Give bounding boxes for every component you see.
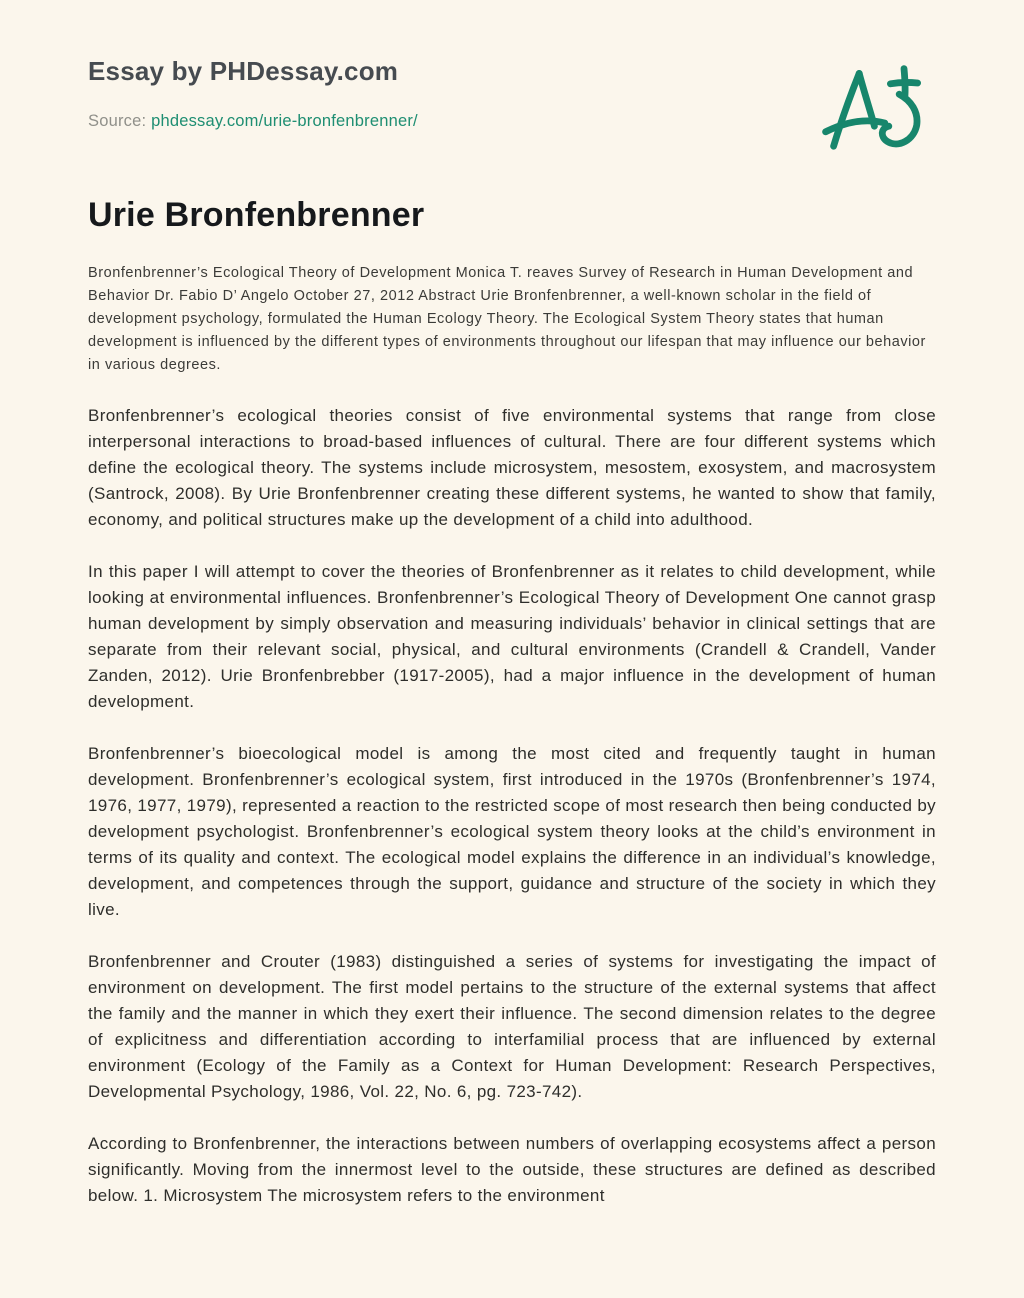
header-left xyxy=(88,52,418,131)
essay-paragraph: Bronfenbrenner’s ecological theories consist of five environmental systems that range from close interpersonal interactions to broad-based influences of cultural. There are four different systems which define the ecological theory. The systems include microsystem, mesostem, exosystem, and macrosystem (Santrock, 2008). By Urie Bronfenbrenner creating these different systems, he wanted to show that family, economy, and political structures make up the development of a child into adulthood. xyxy=(88,406,936,529)
source-line xyxy=(88,112,418,131)
essay-paragraph-truncated: According to Bronfenbrenner, the interactions between numbers of overlapping ecosystems affect a person significantly. Moving from the innermost level to the outside, these structures are defined as described below. 1. Microsystem The microsystem refers to the environment xyxy=(88,1134,936,1205)
essay-paragraph: Bronfenbrenner and Crouter (1983) distinguished a series of systems for investigating the impact of environment on development. The first model pertains to the structure of the external systems that affect the family and the manner in which they exert their influence. The second dimension relates to the degree of explicitness and differentiation according to interfamilial process that are influenced by external environment (Ecology of the Family as a Context for Human Development: Research Perspectives, Developmental Psychology, 1986, Vol. 22, No. 6, pg. 723-742). xyxy=(88,952,936,1101)
a-plus-logo-icon xyxy=(816,52,928,170)
essay-paragraph: In this paper I will attempt to cover the theories of Bronfenbrenner as it relates to child development, while looking at environmental influences. Bronfenbrenner’s Ecological Theory of Development One cannot grasp human development by simply observation and measuring individuals’ behavior in clinical settings that are separate from their relevant social, physical, and cultural environments (Crandell & Crandell, Vander Zanden, 2012). Urie Bronfenbrebber (1917-2005), had a major influence in the development of human development. xyxy=(88,562,936,711)
site-title: Essay by PHDessay.com xyxy=(88,56,399,86)
essay-abstract: Bronfenbrenner’s Ecological Theory of Development Monica T. reaves Survey of Research in Human Development and Behavior Dr. Fabio D’ Angelo October 27, 2012 Abstract Urie Bronfenbrenner, a well-known scholar in the field of development psychology, formulated the Human Ecology Theory. The Ecological System Theory states that human development is influenced by the different types of environments throughout our lifespan that may influence our behavior in various degrees. xyxy=(88,265,926,373)
source-url-link[interactable]: phdessay.com/urie-bronfenbrenner/ xyxy=(151,112,418,130)
essay-paragraph: Bronfenbrenner’s bioecological model is among the most cited and frequently taught in human development. Bronfenbrenner’s ecological system, first introduced in the 1970s (Bronfenbrenner’s 1974, 1976, 1977, 1979), represented a reaction to the restricted scope of most research then being conducted by development psychologist. Bronfenbrenner’s ecological system theory looks at the child’s environment in terms of its quality and context. The ecological model explains the difference in an individual’s knowledge, development, and competences through the support, guidance and structure of the society in which they live. xyxy=(88,744,936,919)
page-header xyxy=(88,52,936,170)
essay-title: Urie Bronfenbrenner xyxy=(88,196,425,234)
source-label: Source: xyxy=(88,112,147,130)
